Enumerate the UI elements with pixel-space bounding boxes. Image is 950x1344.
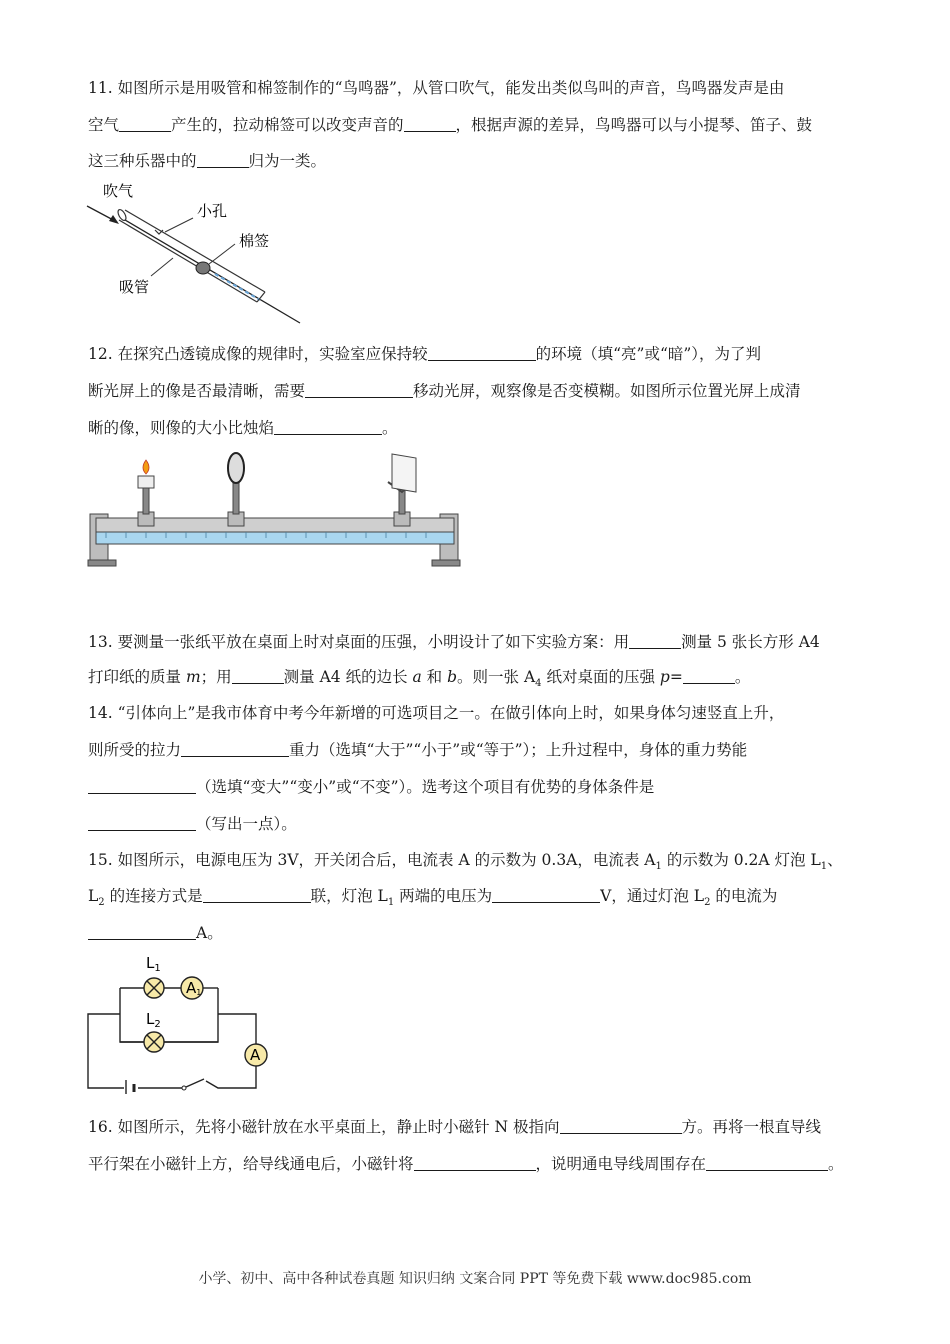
- q14-text: 则所受的拉力: [88, 741, 182, 759]
- answer-blank[interactable]: [428, 345, 536, 361]
- q11-text: ，根据声源的差异，鸟鸣器可以与小提琴、笛子、鼓: [455, 116, 813, 134]
- answer-blank[interactable]: [119, 116, 171, 132]
- q15-text: 联，灯泡 L: [310, 887, 388, 905]
- answer-blank[interactable]: [88, 778, 196, 794]
- q13-text: 。: [734, 668, 751, 686]
- q16-text: 平行架在小磁针上方，给导线通电后，小磁针将: [88, 1155, 414, 1173]
- q16-line-2: [88, 1154, 844, 1174]
- q13-line-2: [88, 667, 750, 694]
- q12-line-1: [88, 344, 761, 364]
- subscript: 1: [655, 861, 662, 873]
- q14-text: 14. “引体向上”是我市体育中考今年新增的可选项目之一。在做引体向上时，如果身体匀速竖直上升，: [88, 704, 785, 722]
- label-straw: 吸管: [119, 278, 150, 296]
- q13-text: 。则一张 A: [457, 668, 536, 686]
- ammeter-a1: [181, 977, 203, 999]
- cotton-swab-head: [196, 262, 210, 274]
- q14-text: 重力（选填“大于”“小于”或“等于”）；上升过程中，身体的重力势能: [289, 741, 748, 759]
- q15-line-1: [88, 850, 843, 877]
- q12-text: 。: [382, 419, 398, 437]
- answer-blank[interactable]: [404, 116, 456, 132]
- q15-text: 15. 如图所示，电源电压为 3V，开关闭合后，电流表 A 的示数为 0.3A，电流表 A: [88, 851, 656, 869]
- q12-text: 晰的像，则像的大小比烛焰: [88, 419, 275, 437]
- subscript: 2: [704, 897, 711, 909]
- lamp-l1: [144, 978, 164, 998]
- optical-bench-figure: [86, 452, 466, 570]
- circuit-wires: [88, 988, 256, 1088]
- q16-text: 16. 如图所示，先将小磁针放在水平桌面上，静止时小磁针 N 极指向: [88, 1118, 560, 1136]
- q12-text: 断光屏上的像是否最清晰，需要: [88, 382, 306, 400]
- ammeter-a: [245, 1044, 267, 1066]
- q14-line-2: [88, 740, 747, 760]
- subscript: 4: [535, 678, 542, 690]
- q13-text: 13. 要测量一张纸平放在桌面上时对桌面的压强，小明设计了如下实验方案：用: [88, 633, 630, 651]
- q13-text: 打印纸的质量: [88, 668, 186, 686]
- q15-line-3: [88, 923, 223, 943]
- q15-text: A。: [196, 924, 223, 942]
- var-b: b: [447, 668, 458, 686]
- q15-text: 的连接方式是: [104, 887, 203, 905]
- q14-line-3: [88, 777, 654, 797]
- q16-text: ，说明通电导线周围存在: [535, 1155, 707, 1173]
- q15-text: L: [88, 887, 99, 905]
- q15-text: V，通过灯泡 L: [600, 887, 705, 905]
- bench-scale: [96, 532, 454, 544]
- candle: [138, 460, 154, 526]
- answer-blank[interactable]: [274, 419, 382, 435]
- swab-pointer: [209, 244, 235, 264]
- q14-line-4: [88, 814, 297, 834]
- q11-line-2: [88, 115, 812, 135]
- flame: [143, 460, 149, 474]
- q13-text: =: [669, 668, 683, 686]
- q13-text: ；用: [200, 668, 232, 686]
- q13-text: 和: [421, 668, 448, 686]
- var-p: p: [659, 668, 670, 686]
- q11-text: 11. 如图所示是用吸管和棉签制作的“鸟鸣器”，从管口吹气，能发出类似鸟叫的声音，鸟鸣器发声是由: [88, 79, 785, 97]
- label-swab: 棉签: [239, 232, 270, 250]
- q12-text: 12. 在探究凸透镜成像的规律时，实验室应保持较: [88, 345, 428, 363]
- var-m: m: [185, 668, 201, 686]
- lamp-l2: [144, 1032, 164, 1052]
- q11-line-1: [88, 78, 784, 98]
- q11-text: 这三种乐器中的: [88, 152, 197, 170]
- arrow-head: [109, 215, 119, 224]
- answer-blank[interactable]: [232, 668, 284, 684]
- convex-lens: [228, 453, 244, 526]
- q11-text: 空气: [88, 116, 120, 134]
- q14-text: （写出一点）。: [196, 815, 297, 833]
- label-l2: $L_2$: [146, 1010, 161, 1030]
- q13-line-1: [88, 632, 820, 652]
- q15-text: 的电流为: [710, 887, 778, 905]
- answer-blank[interactable]: [197, 152, 249, 168]
- q13-text: 测量 A4 纸的边长: [283, 668, 413, 686]
- q15-line-2: [88, 886, 777, 913]
- switch: [182, 1079, 204, 1090]
- pull-line: [125, 220, 300, 323]
- label-l1: $L_1$: [146, 954, 161, 974]
- answer-blank[interactable]: [492, 887, 600, 903]
- svg-text:A: A: [250, 1046, 261, 1064]
- circuit-diagram: [84, 952, 274, 1094]
- q15-text: 的示数为 0.2A 灯泡 L: [661, 851, 821, 869]
- page-footer: 小学、初中、高中各种试卷真题 知识归纳 文案合同 PPT 等免费下载 www.doc985.com: [198, 1271, 752, 1287]
- answer-blank[interactable]: [181, 741, 289, 757]
- light-screen: [388, 454, 416, 526]
- label-blow: 吹气: [103, 182, 134, 200]
- answer-blank[interactable]: [629, 633, 681, 649]
- battery: [126, 1080, 134, 1094]
- subscript: 1: [387, 897, 395, 909]
- label-hole: 小孔: [197, 202, 228, 220]
- answer-blank[interactable]: [88, 924, 196, 940]
- q11-line-3: [88, 151, 326, 171]
- answer-blank[interactable]: [305, 382, 413, 398]
- q14-text: （选填“变大”“变小”或“不变”）。选考这个项目有优势的身体条件是: [196, 778, 655, 796]
- answer-blank[interactable]: [203, 887, 311, 903]
- q13-text: 纸对桌面的压强: [541, 668, 660, 686]
- q16-text: 。: [828, 1155, 844, 1173]
- hole-pointer: [165, 218, 193, 232]
- q12-line-3: [88, 418, 398, 438]
- q14-line-1: [88, 703, 784, 723]
- q15-text: 两端的电压为: [394, 887, 493, 905]
- q11-text: 归为一类。: [248, 152, 327, 170]
- svg-text:A1: A1: [186, 979, 202, 997]
- straw-pointer: [151, 258, 173, 276]
- answer-blank[interactable]: [560, 1118, 682, 1134]
- q12-line-2: [88, 381, 801, 401]
- answer-blank[interactable]: [88, 815, 196, 831]
- subscript: 1: [820, 861, 828, 873]
- var-a: a: [412, 668, 422, 686]
- q11-text: 产生的，拉动棉签可以改变声音的: [171, 116, 404, 134]
- q15-text: 、: [827, 851, 843, 869]
- answer-blank[interactable]: [414, 1155, 536, 1171]
- q16-line-1: [88, 1117, 821, 1137]
- q16-text: 方。再将一根直导线: [681, 1118, 822, 1136]
- answer-blank[interactable]: [683, 668, 735, 684]
- q12-text: 的环境（填“亮”或“暗”），为了判: [535, 345, 762, 363]
- q12-text: 移动光屏，观察像是否变模糊。如图所示位置光屏上成清: [413, 382, 801, 400]
- subscript: 2: [98, 897, 105, 909]
- q13-text: 测量 5 张长方形 A4: [681, 633, 820, 651]
- bird-whistle-figure: [85, 178, 315, 328]
- answer-blank[interactable]: [706, 1155, 828, 1171]
